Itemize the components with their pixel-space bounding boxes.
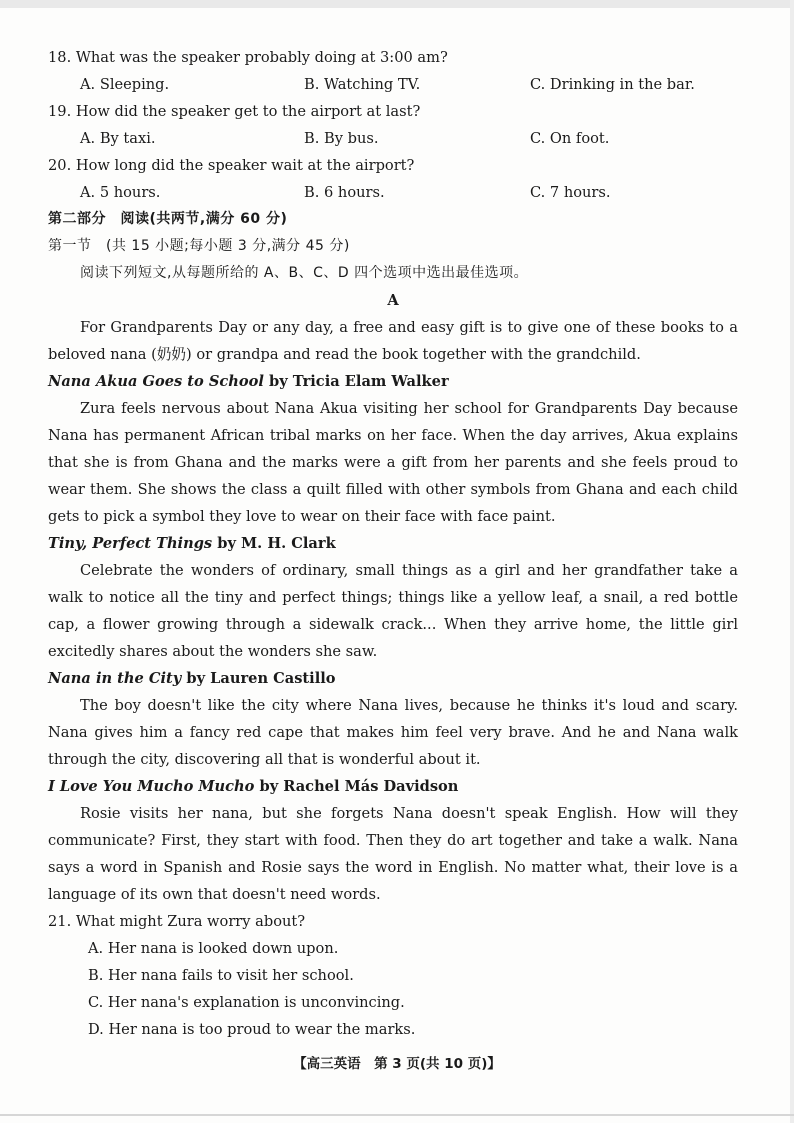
book-title: I Love You Mucho Mucho [48,778,255,795]
option-c: C. 7 hours. [530,184,611,201]
book-title: Tiny, Perfect Things [48,535,213,552]
choice-b: B. Her nana fails to visit her school. [88,967,354,984]
option-a: A. Sleeping. [80,76,170,93]
book-author: by Lauren Castillo [186,670,336,687]
option-a: A. By taxi. [80,130,156,147]
book-author: by Rachel Más Davidson [259,778,459,795]
page-content [48,44,738,1043]
section1-heading: 第一节 (共 15 小题;每小题 3 分,满分 45 分) [48,238,350,254]
scan-top-edge [0,0,794,8]
book-entry-4 [48,773,738,908]
choice-a: A. Her nana is looked down upon. [88,940,339,957]
option-b: B. By bus. [304,130,379,147]
options-row [48,179,738,206]
scan-right-edge [790,0,794,1123]
listening-question-19 [48,98,738,152]
question-text: 19. How did the speaker get to the airport at last? [48,103,421,120]
book-heading [48,665,738,692]
option-b: B. Watching TV. [304,76,421,93]
book-title: Nana Akua Goes to School [48,373,264,390]
passage-label: A [387,292,399,309]
option-c: C. Drinking in the bar. [530,76,695,93]
scan-bottom-edge [0,1114,794,1116]
option-b: B. 6 hours. [304,184,385,201]
question-21 [48,908,738,1043]
book-heading [48,773,738,800]
option-a: A. 5 hours. [80,184,161,201]
book-summary: Zura feels nervous about Nana Akua visiting her school for Grandparents Day because Nana has permanent African tribal marks on her face. When the day arrives, Akua explains that she is from Ghana and the marks were a gift from her parents and she feels proud to wear them. She shows the class a quilt filled with other symbols from Ghana and each child gets to pick a symbol they love to wear on their face with face paint. [48,400,738,525]
book-entry-1 [48,368,738,530]
question-text: 18. What was the speaker probably doing at 3:00 am? [48,49,448,66]
reading-instruction: 阅读下列短文,从每题所给的 A、B、C、D 四个选项中选出最佳选项。 [80,265,529,281]
question-text: 21. What might Zura worry about? [48,913,306,930]
choice-c: C. Her nana's explanation is unconvincing. [88,994,405,1011]
listening-question-18 [48,44,738,98]
book-title: Nana in the City [48,670,182,687]
question-text: 20. How long did the speaker wait at the airport? [48,157,415,174]
part2-heading: 第二部分 阅读(共两节,满分 60 分) [48,211,288,227]
book-heading [48,368,738,395]
book-heading [48,530,738,557]
book-summary: Rosie visits her nana, but she forgets Nana doesn't speak English. How will they communicate? First, they start with food. Then they do art together and take a walk. Nana says a word in Spanish and Rosie says the word in English. No matter what, their love is a language of its own that doesn't need words. [48,805,738,903]
book-author: by Tricia Elam Walker [269,373,449,390]
book-entry-2 [48,530,738,665]
options-row [48,71,738,98]
book-summary: The boy doesn't like the city where Nana lives, because he thinks it's loud and scary. Nana gives him a fancy red cape that makes him feel very brave. And he and Nana walk through the city, discovering all that is wonderful about it. [48,697,738,768]
option-c: C. On foot. [530,130,610,147]
book-author: by M. H. Clark [217,535,336,552]
book-entry-3 [48,665,738,773]
passage-intro: For Grandparents Day or any day, a free and easy gift is to give one of these books to a beloved nana (奶奶) or grandpa and read the book together with the grandchild. [48,319,738,363]
book-summary: Celebrate the wonders of ordinary, small things as a girl and her grandfather take a walk to notice all the tiny and perfect things; things like a yellow leaf, a snail, a red bottle cap, a flower growing through a sidewalk crack... When they arrive home, the little girl excitedly shares about the wonders she saw. [48,562,738,660]
options-row [48,125,738,152]
page-footer: 【高三英语 第 3 页(共 10 页)】 [293,1056,501,1072]
listening-question-20 [48,152,738,206]
choice-d: D. Her nana is too proud to wear the marks. [88,1021,416,1038]
